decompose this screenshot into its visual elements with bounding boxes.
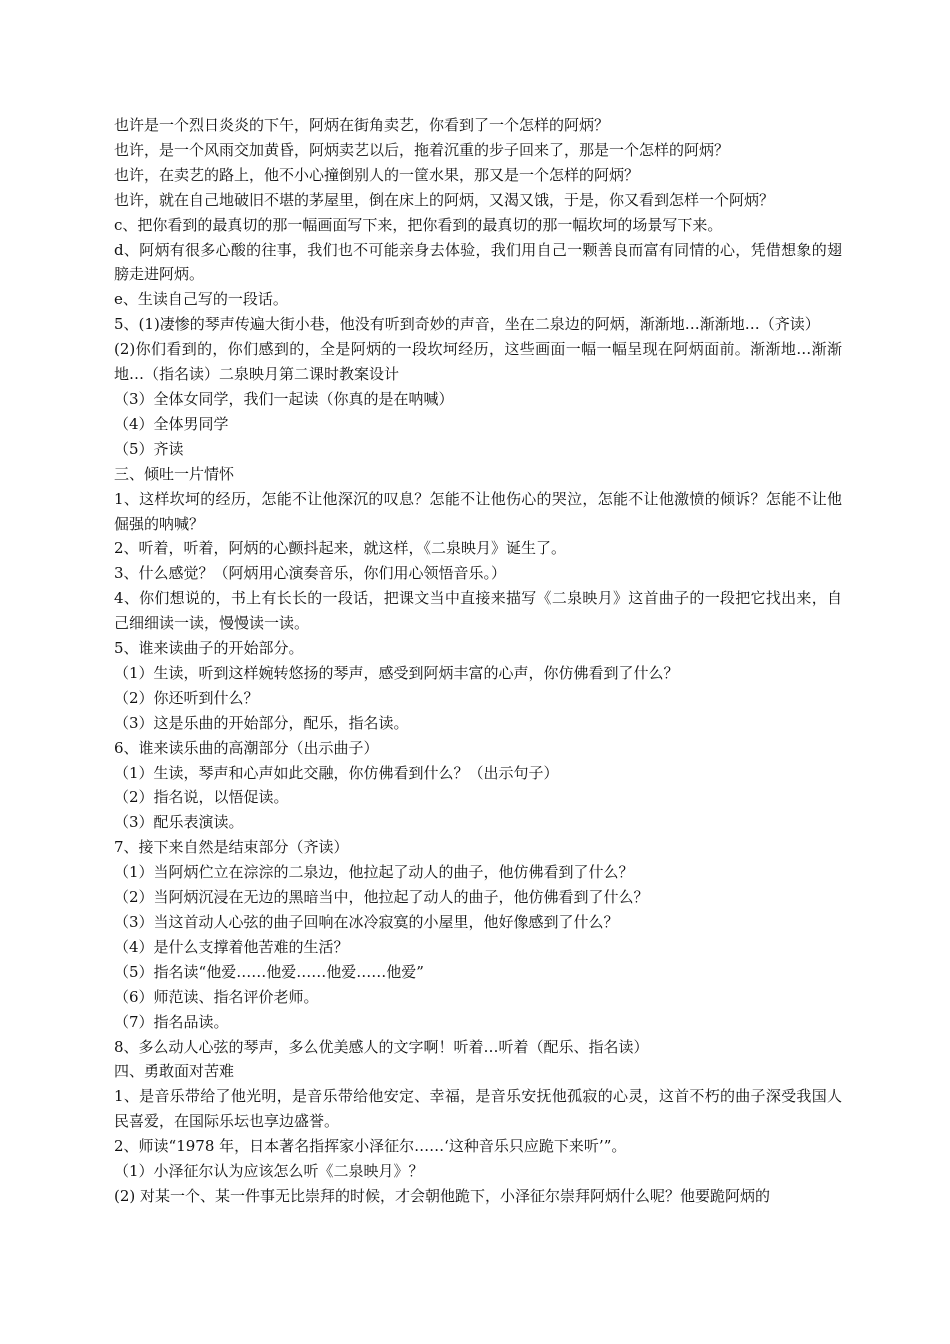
text-line: 也许，是一个风雨交加黄昏，阿炳卖艺以后，拖着沉重的步子回来了，那是一个怎样的阿炳？ <box>114 140 730 159</box>
text-line: 3、什么感觉？（阿炳用心演奏音乐，你们用心领悟音乐。） <box>114 564 507 583</box>
text-line: 6、谁来读乐曲的高潮部分（出示曲子） <box>114 738 379 757</box>
text-line: 4、你们想说的，书上有长长的一段话，把课文当中直接来描写《二泉映月》这首曲子的一段把它找出来，自己细细读一读，慢慢读一读。 <box>114 589 842 633</box>
text-line: c、把你看到的最真切的那一幅画面写下来，把你看到的最真切的那一幅坎坷的场景写下来。 <box>114 215 723 234</box>
text-line: 2、听着，听着，阿炳的心颤抖起来，就这样，《二泉映月》诞生了。 <box>114 539 567 558</box>
text-line: 也许是一个烈日炎炎的下午，阿炳在街角卖艺，你看到了一个怎样的阿炳？ <box>114 116 610 134</box>
text-line: （3）全体女同学，我们一起读（你真的是在呐喊） <box>114 389 454 408</box>
text-line: （2）指名说，以悟促读。 <box>114 788 289 807</box>
text-line: （4）是什么支撑着他苦难的生活？ <box>114 937 349 956</box>
text-line: 2、师读“1978 年，日本著名指挥家小泽征尔……‘这种音乐只应跪下来听’”。 <box>114 1137 627 1156</box>
text-line: （5）齐读 <box>114 439 184 458</box>
document-page <box>114 113 842 1209</box>
text-line: 1、这样坎坷的经历，怎能不让他深沉的叹息？怎能不让他伤心的哭泣，怎能不让他激愤的倾诉？怎能不让他倔强的呐喊？ <box>114 489 842 533</box>
text-line: （3）配乐表演读。 <box>114 813 244 832</box>
text-line: （1）小泽征尔认为应该怎么听《二泉映月》？ <box>114 1162 424 1181</box>
text-line: （1）生读，听到这样婉转悠扬的琴声，感受到阿炳丰富的心声，你仿佛看到了什么？ <box>114 663 679 682</box>
text-line: 7、接下来自然是结束部分（齐读） <box>114 838 349 857</box>
text-line: （3）这是乐曲的开始部分，配乐，指名读。 <box>114 713 409 732</box>
text-line: （5）指名读“他爱……他爱……他爱……他爱” <box>114 962 424 981</box>
section-heading: 三、倾吐一片情怀 <box>114 464 235 483</box>
text-line: （4）全体男同学 <box>114 414 229 433</box>
text-line: d、阿炳有很多心酸的往事，我们也不可能亲身去体验，我们用自己一颗善良而富有同情的心，凭借想象的翅膀走进阿炳。 <box>114 240 842 284</box>
text-line: 也许，就在自己地破旧不堪的茅屋里，倒在床上的阿炳，又渴又饿，于是，你又看到怎样一个阿炳？ <box>114 190 775 209</box>
text-line: （7）指名品读。 <box>114 1012 229 1031</box>
text-line: 5、(1)凄惨的琴声传遍大街小巷，他没有听到奇妙的声音，坐在二泉边的阿炳，渐渐地…渐渐地…（齐读） <box>114 315 820 334</box>
text-line: (2) 对某一个、某一件事无比崇拜的时候，才会朝他跪下，小泽征尔崇拜阿炳什么呢？他要跪阿炳的 <box>114 1186 771 1205</box>
text-line: （1）生读，琴声和心声如此交融，你仿佛看到什么？（出示句子） <box>114 763 559 782</box>
text-line: （2）当阿炳沉浸在无边的黑暗当中，他拉起了动人的曲子，他仿佛看到了什么？ <box>114 888 649 907</box>
text-line: 1、是音乐带给了他光明，是音乐带给他安定、幸福，是音乐安抚他孤寂的心灵，这首不朽的曲子深受我国人民喜爱，在国际乐坛也享边盛誉。 <box>114 1087 842 1131</box>
text-line: 也许，在卖艺的路上，他不小心撞倒别人的一筐水果，那又是一个怎样的阿炳？ <box>114 165 640 184</box>
text-line: （2）你还听到什么？ <box>114 688 259 707</box>
text-line: （3）当这首动人心弦的曲子回响在冰冷寂寞的小屋里，他好像感到了什么？ <box>114 913 619 931</box>
section-heading: 四、勇敢面对苦难 <box>114 1062 235 1081</box>
text-line: 5、谁来读曲子的开始部分。 <box>114 639 304 658</box>
text-line: （6）师范读、指名评价老师。 <box>114 987 319 1006</box>
text-line: (2)你们看到的，你们感到的，全是阿炳的一段坎坷经历，这些画面一幅一幅呈现在阿炳面前。渐渐地…渐渐地…（指名读）二泉映月第二课时教案设计 <box>114 340 842 384</box>
text-line: （1）当阿炳伫立在淙淙的二泉边，他拉起了动人的曲子，他仿佛看到了什么？ <box>114 863 634 882</box>
text-line: 8、多么动人心弦的琴声，多么优美感人的文字啊！听着…听着（配乐、指名读） <box>114 1037 649 1056</box>
text-line: e、生读自己写的一段话。 <box>114 290 288 309</box>
